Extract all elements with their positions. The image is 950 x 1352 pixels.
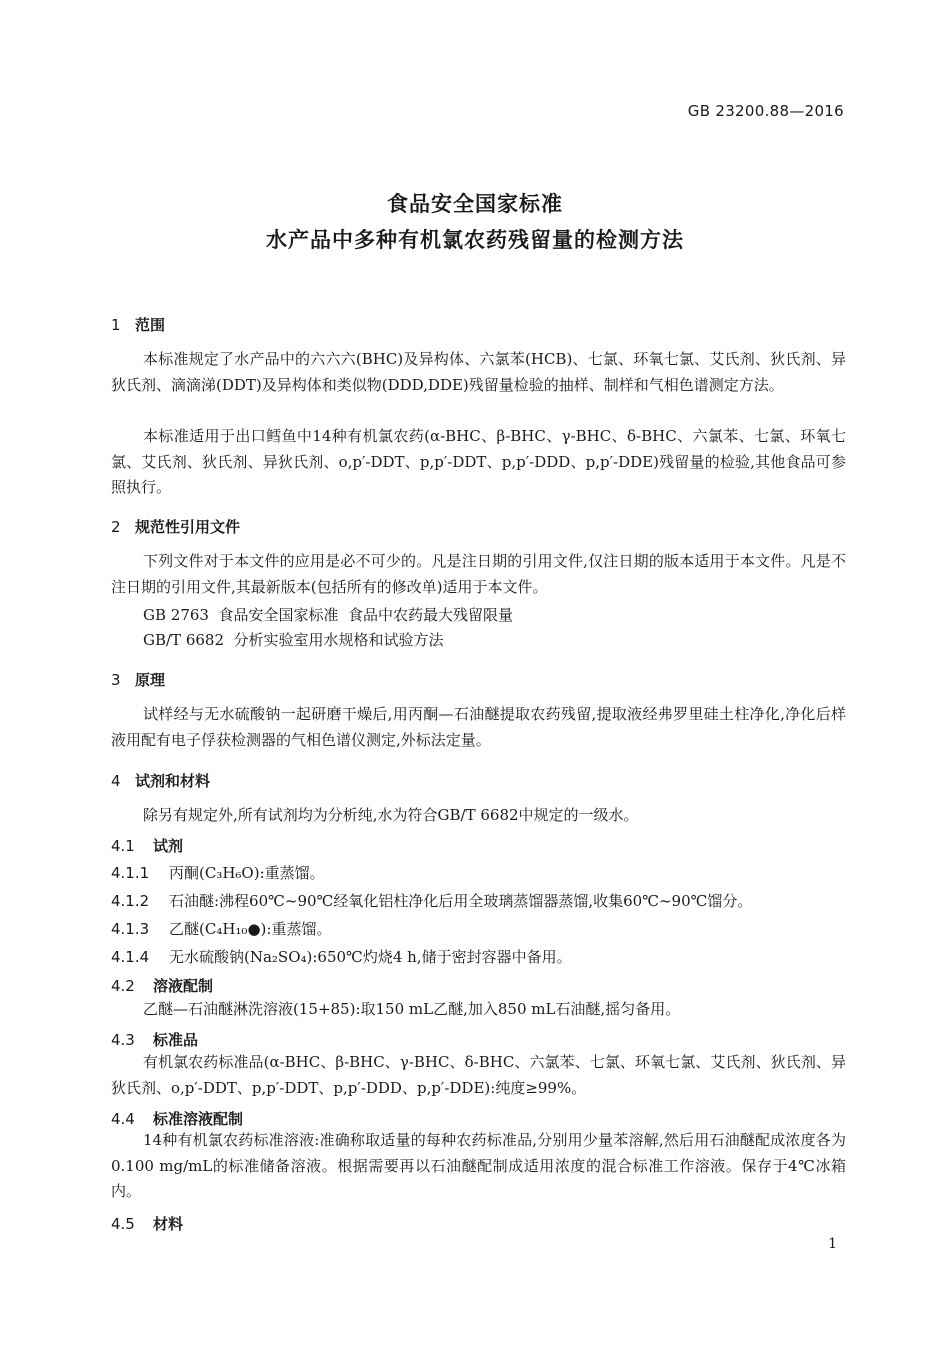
subsection-4-4-text: 14种有机氯农药标准溶液:准确称取适量的每种农药标准品,分别用少量苯溶解,然后用石油醚配成浓度各为0.100 mg/mL的标准储备溶液。根据需要再以石油醚配制成适用浓度的混合标准工作溶液。保存于4℃冰箱内。	[111, 1131, 846, 1200]
clause-number: 4.1.2	[111, 892, 150, 910]
clause-4-1-2	[111, 890, 752, 911]
section-title: 试剂和材料	[135, 772, 211, 790]
section-number: 4	[111, 772, 121, 790]
clause-text: 无水硫酸钠(Na₂SO₄):650℃灼烧4 h,储于密封容器中备用。	[169, 948, 572, 966]
clause-text: 石油醚:沸程60℃~90℃经氧化铝柱净化后用全玻璃蒸馏器蒸馏,收集60℃~90℃馏分。	[169, 892, 753, 910]
subsection-title: 溶液配制	[153, 977, 214, 995]
section-title: 原理	[135, 671, 166, 689]
subsection-number: 4.1	[111, 837, 135, 855]
clause-4-1-4	[111, 946, 572, 967]
section-1-paragraph-2: 本标准适用于出口鳕鱼中14种有机氯农药(α-BHC、β-BHC、γ-BHC、δ-BHC、六氯苯、七氯、环氧七氯、艾氏剂、狄氏剂、异狄氏剂、o,p′-DDT、p,p′-DDT、p,p′-DDD、p,p′-DDE)残留量的检验,其他食品可参照执行。	[111, 427, 846, 496]
subsection-title: 标准品	[153, 1031, 199, 1049]
subsection-title: 试剂	[153, 837, 184, 855]
subsection-4-3-heading	[111, 1029, 198, 1050]
section-number: 2	[111, 518, 121, 536]
section-3-paragraph-1: 试样经与无水硫酸钠一起研磨干燥后,用丙酮—石油醚提取农药残留,提取液经弗罗里硅土柱净化,净化后样液用配有电子俘获检测器的气相色谱仪测定,外标法定量。	[111, 705, 846, 749]
section-title: 规范性引用文件	[135, 518, 241, 536]
section-3-heading	[111, 669, 165, 690]
page-number: 1	[828, 1236, 837, 1252]
clause-number: 4.1.3	[111, 920, 150, 938]
subsection-4-1-heading	[111, 835, 183, 856]
section-number: 1	[111, 316, 121, 334]
clause-4-1-1	[111, 862, 325, 883]
subsection-4-2-text: 乙醚—石油醚淋洗溶液(15+85):取150 mL乙醚,加入850 mL石油醚,摇匀备用。	[143, 1000, 681, 1018]
clause-4-1-3	[111, 918, 331, 939]
section-2-paragraph-1: 下列文件对于本文件的应用是必不可少的。凡是注日期的引用文件,仅注日期的版本适用于本文件。凡是不注日期的引用文件,其最新版本(包括所有的修改单)适用于本文件。	[111, 552, 846, 596]
normative-reference-1: GB 2763 食品安全国家标准 食品中农药最大残留限量	[143, 606, 514, 624]
document-title-line-2: 水产品中多种有机氯农药残留量的检测方法	[266, 228, 684, 252]
subsection-4-4-heading	[111, 1108, 243, 1129]
subsection-title: 标准溶液配制	[153, 1110, 244, 1128]
section-number: 3	[111, 671, 121, 689]
section-title: 范围	[135, 316, 166, 334]
section-1-heading	[111, 314, 165, 335]
subsection-title: 材料	[153, 1215, 184, 1233]
clause-text: 丙酮(C₃H₆O):重蒸馏。	[169, 864, 325, 882]
subsection-4-2-heading	[111, 975, 213, 996]
section-2-heading	[111, 516, 240, 537]
clause-number: 4.1.4	[111, 948, 150, 966]
clause-text: 乙醚(C₄H₁₀●):重蒸馏。	[169, 920, 332, 938]
subsection-4-5-heading	[111, 1213, 183, 1234]
subsection-number: 4.4	[111, 1110, 135, 1128]
normative-reference-2: GB/T 6682 分析实验室用水规格和试验方法	[143, 631, 444, 649]
section-4-heading	[111, 770, 210, 791]
section-4-paragraph-1: 除另有规定外,所有试剂均为分析纯,水为符合GB/T 6682中规定的一级水。	[143, 806, 639, 824]
clause-number: 4.1.1	[111, 864, 150, 882]
subsection-number: 4.2	[111, 977, 135, 995]
standard-code: GB 23200.88—2016	[687, 102, 844, 120]
section-1-paragraph-1: 本标准规定了水产品中的六六六(BHC)及异构体、六氯苯(HCB)、七氯、环氧七氯、艾氏剂、狄氏剂、异狄氏剂、滴滴涕(DDT)及异构体和类似物(DDD,DDE)残留量检验的抽样、制样和气相色谱测定方法。	[111, 350, 846, 394]
subsection-number: 4.3	[111, 1031, 135, 1049]
document-title-line-1: 食品安全国家标准	[387, 192, 563, 216]
subsection-number: 4.5	[111, 1215, 135, 1233]
subsection-4-3-text: 有机氯农药标准品(α-BHC、β-BHC、γ-BHC、δ-BHC、六氯苯、七氯、环氧七氯、艾氏剂、狄氏剂、异狄氏剂、o,p′-DDT、p,p′-DDT、p,p′-DDD、p,p′-DDE):纯度≥99%。	[111, 1053, 846, 1097]
